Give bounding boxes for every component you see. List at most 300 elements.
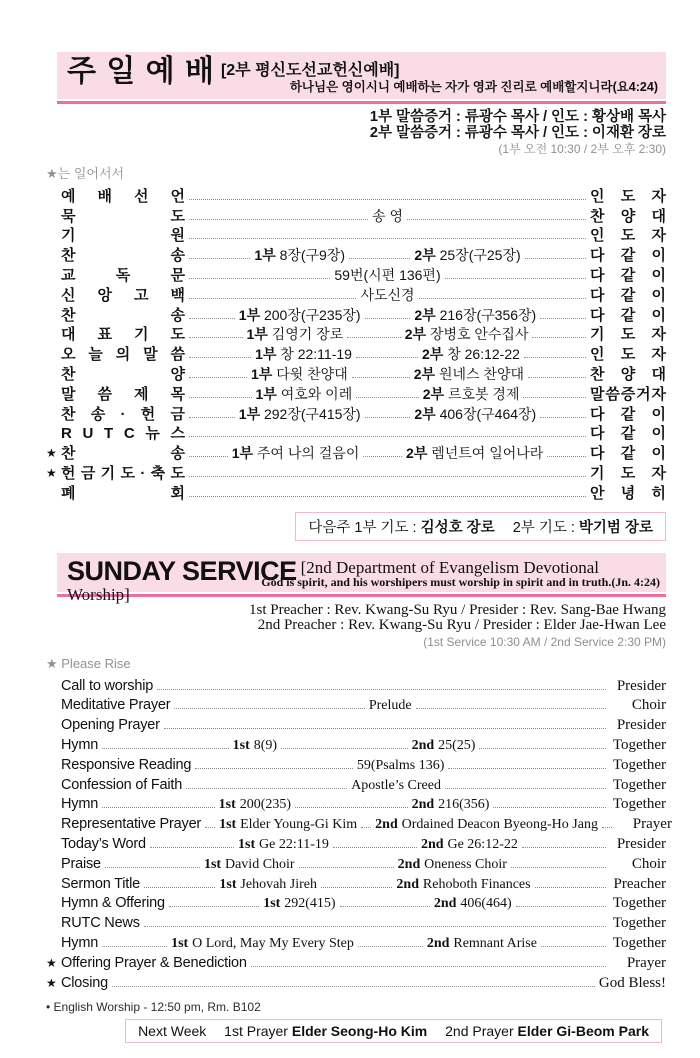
korean-rise-legend: ★는 일어서서 [46, 166, 125, 181]
english-preacher-line-2: 2nd Preacher : Rev. Kwang-Su Ryu / Presider : Elder Jae-Hwan Lee [257, 617, 666, 634]
next-week-first-prayer-name: 김성호 장로 [420, 519, 495, 536]
second-service-entry [423, 386, 520, 403]
dotted-leader [189, 456, 228, 457]
service-part-value: 292(415) [284, 896, 336, 912]
center-entry: 59(Psalms 136) [356, 757, 445, 773]
service-part-label: 1부 [238, 405, 261, 422]
dotted-leader [340, 906, 430, 907]
order-of-service-row [46, 185, 666, 205]
service-responder: Preacher [613, 875, 667, 892]
order-of-service-row [46, 714, 666, 734]
service-part-label: 2nd [411, 737, 435, 753]
service-responder: 인 도 자 [590, 187, 666, 205]
order-of-service-row [46, 205, 666, 225]
order-of-service-row [46, 734, 666, 754]
dotted-leader [295, 807, 408, 808]
service-part-label: 2부 [404, 326, 427, 343]
service-part-value: 장병호 안수집사 [429, 326, 529, 343]
first-service-entry [256, 386, 353, 403]
next-week-second-label: 2부 기도 : [512, 519, 575, 536]
service-item-name: 기 원 [61, 227, 185, 245]
korean-order-of-service [46, 185, 666, 502]
dotted-leader [525, 258, 586, 259]
order-of-service-row [46, 695, 666, 715]
dotted-leader [102, 946, 167, 947]
first-service-entry [254, 247, 345, 264]
korean-scripture-verse: 하나님은 영이시니 예배하는 자가 영과 진리로 예배할지니라(요4:24) [289, 80, 658, 94]
service-part-value: Jehovah Jireh [240, 876, 318, 892]
second-service-entry [414, 406, 536, 423]
service-part-label: 1부 [246, 326, 268, 343]
service-part-value: 다윗 찬양대 [276, 365, 348, 382]
second-service-entry [396, 875, 530, 893]
service-item-name: 찬 송 [61, 445, 185, 463]
service-item-name: Meditative Prayer [61, 697, 171, 714]
order-of-service-row [46, 343, 666, 363]
service-responder: 다 같 이 [590, 286, 667, 304]
service-part-value: 창 22:11-19 [280, 346, 352, 363]
center-entry: 송 영 [372, 207, 403, 224]
english-worship-footnote: • English Worship - 12:50 pm, Rm. B102 [46, 999, 261, 1014]
service-responder: 말 씀 증 거 자 [589, 385, 666, 403]
dotted-leader [358, 946, 423, 947]
service-part-value: 216(356) [438, 797, 490, 813]
korean-preacher-block [46, 110, 666, 156]
english-department-subtitle: [2nd Department of Evangelism Devotional Worship] [67, 557, 599, 604]
service-part-label: 1부 [238, 306, 261, 323]
pink-rule [57, 101, 666, 104]
dotted-leader [169, 906, 259, 907]
second-service-entry [427, 934, 537, 952]
service-item-name: 폐 회 [61, 484, 185, 502]
rise-star-icon: ★ [46, 446, 57, 461]
dotted-leader [522, 847, 606, 848]
dotted-leader [164, 728, 606, 729]
next-week-second-label: 2nd Prayer [445, 1022, 514, 1039]
dotted-leader [416, 708, 606, 709]
order-of-service-row [46, 264, 666, 284]
service-part-value: Remnant Arise [453, 935, 537, 951]
center-entry: Prelude [368, 698, 412, 714]
dotted-leader [174, 708, 364, 709]
service-part-label: 1부 [231, 445, 253, 462]
service-part-value: 8(9) [253, 737, 278, 753]
order-of-service-row [46, 774, 666, 794]
service-part-label: 1st [203, 856, 222, 872]
dotted-leader [532, 337, 586, 338]
service-responder: Choir [631, 855, 667, 872]
english-next-week-box [125, 1019, 662, 1043]
service-part-value: Ge 26:12-22 [447, 836, 518, 852]
second-service-entry [405, 326, 529, 343]
dotted-leader [102, 748, 229, 749]
next-week-label: Next Week [138, 1022, 207, 1039]
korean-header-band [57, 52, 666, 99]
service-item-name: Hymn [61, 934, 99, 951]
dotted-leader [347, 337, 401, 338]
dotted-leader [189, 238, 586, 239]
service-responder: Together [612, 736, 666, 753]
service-part-value: 렘넌트여 일어나라 [431, 445, 544, 462]
service-part-value: Rehoboth Finances [422, 876, 531, 892]
dotted-leader [251, 966, 606, 967]
dotted-leader [516, 906, 606, 907]
service-part-label: 2부 [414, 405, 436, 422]
service-part-label: 1부 [254, 247, 276, 264]
service-responder: Prayer [632, 816, 672, 833]
second-service-entry [421, 835, 518, 853]
service-part-value: 25(25) [438, 737, 476, 753]
bulletin-content [46, 0, 672, 1043]
dotted-leader [535, 887, 606, 888]
dotted-leader [150, 847, 234, 848]
service-part-value: Ordained Deacon Byeong-Ho Jang [401, 817, 598, 833]
second-service-entry [414, 247, 520, 264]
service-part-value: 원네스 찬양대 [438, 365, 524, 382]
dotted-leader [523, 397, 586, 398]
english-preacher-block [46, 603, 666, 649]
service-part-value: 406장(구464장) [439, 405, 537, 422]
service-responder: Together [612, 895, 666, 912]
second-service-entry [398, 855, 507, 873]
dotted-leader [445, 278, 586, 279]
service-item-name: RUTC News [61, 915, 140, 932]
order-of-service-row [46, 912, 666, 932]
dotted-leader [189, 496, 586, 497]
first-service-entry [219, 795, 291, 813]
next-week-label: 다음주 1부 기도 : [308, 519, 417, 536]
service-part-label: 1st [171, 935, 189, 951]
dotted-leader [189, 337, 243, 338]
service-responder: 찬 양 대 [590, 207, 667, 225]
service-part-label: 2nd [421, 836, 444, 852]
dotted-leader [321, 887, 392, 888]
center-entry: 59번(시편 136편) [334, 266, 441, 283]
dotted-leader [356, 357, 418, 358]
service-part-value: Oneness Choir [424, 856, 507, 872]
service-responder: 인 도 자 [590, 227, 666, 245]
pink-rule [57, 594, 666, 597]
first-service-entry [219, 875, 317, 893]
service-responder: 안 녕 히 [590, 484, 666, 502]
service-part-value: 25장(구25장) [439, 247, 521, 264]
order-of-service-row [46, 244, 666, 264]
dotted-leader [189, 357, 251, 358]
service-part-label: 2nd [411, 797, 435, 813]
service-responder: Together [612, 796, 666, 813]
service-part-value: 여호와 이레 [280, 385, 353, 402]
dotted-leader [361, 827, 371, 828]
service-item-name: 교 독 문 [61, 266, 185, 284]
service-responder: 다 같 이 [590, 405, 666, 423]
dotted-leader [356, 397, 419, 398]
service-item-name: 말 씀 제 목 [61, 385, 185, 403]
service-responder: 찬 양 대 [590, 365, 667, 383]
order-of-service-row [46, 462, 666, 482]
dotted-leader [189, 278, 330, 279]
dotted-leader [407, 219, 586, 220]
next-week-second-prayer-name: 박기범 장로 [578, 519, 653, 536]
service-part-value: David Choir [224, 856, 295, 872]
second-service-entry [414, 307, 536, 324]
order-of-service-row [46, 363, 666, 383]
service-part-value: 8장(구9장) [279, 247, 346, 264]
english-preacher-line-1: 1st Preacher : Rev. Kwang-Su Ryu / Presider : Rev. Sang-Bae Hwang [249, 601, 666, 618]
service-item-name: 예 배 선 언 [61, 187, 185, 205]
service-responder: Together [612, 776, 666, 793]
order-of-service-row [46, 794, 666, 814]
korean-next-week-box [295, 512, 666, 541]
service-item-name: Hymn [61, 736, 99, 753]
first-service-entry [204, 855, 295, 873]
dotted-leader [479, 748, 606, 749]
order-of-service-row [46, 403, 666, 423]
second-service-entry [375, 815, 598, 833]
order-of-service-row [46, 304, 666, 324]
dotted-leader [189, 258, 250, 259]
service-item-name: Closing [61, 974, 108, 991]
dotted-leader [205, 827, 215, 828]
dotted-leader [189, 219, 368, 220]
order-of-service-row [46, 754, 666, 774]
english-order-of-service [46, 675, 672, 992]
service-part-label: 2부 [414, 306, 436, 323]
next-week-second-prayer-name: Elder Gi-Beom Park [517, 1022, 649, 1039]
service-part-label: 1부 [255, 346, 277, 363]
service-part-label: 2부 [406, 445, 428, 462]
service-part-label: 2nd [396, 876, 419, 892]
dotted-leader [189, 377, 247, 378]
service-part-value: 406(464) [460, 896, 512, 912]
service-item-name: Sermon Title [61, 875, 140, 892]
first-service-entry [239, 406, 361, 423]
korean-service-times: (1부 오전 10:30 / 2부 오후 2:30) [498, 142, 666, 156]
service-part-value: 216장(구356장) [439, 306, 537, 323]
second-service-entry [434, 894, 512, 912]
order-of-service-row [46, 225, 666, 245]
first-service-entry [219, 815, 357, 833]
service-part-label: 2nd [375, 817, 398, 833]
dotted-leader [511, 867, 606, 868]
dotted-leader [419, 298, 586, 299]
dotted-leader [281, 748, 408, 749]
first-service-entry [251, 366, 348, 383]
order-of-service-row [46, 833, 666, 853]
english-header-band [57, 553, 666, 604]
dotted-leader [105, 867, 200, 868]
service-responder: God Bless! [598, 974, 666, 991]
next-week-first-label: 1st Prayer [224, 1022, 288, 1039]
service-part-label: 2nd [397, 856, 421, 872]
service-item-name: Hymn & Offering [61, 895, 165, 912]
dotted-leader [186, 788, 347, 789]
order-of-service-row [46, 482, 666, 502]
rise-star-icon: ★ [46, 955, 57, 970]
service-part-value: O Lord, May My Every Step [192, 935, 354, 951]
dotted-leader [602, 827, 612, 828]
order-of-service-row [46, 324, 666, 344]
dotted-leader [349, 258, 410, 259]
service-item-name: Today’s Word [61, 835, 146, 852]
service-responder: Together [612, 934, 666, 951]
service-item-name: 찬 송 [61, 247, 185, 265]
service-part-value: 김영기 장로 [271, 326, 344, 343]
dotted-leader [445, 788, 606, 789]
dotted-leader [112, 986, 595, 987]
center-entry: Apostle’s Creed [351, 777, 441, 793]
dotted-leader [540, 318, 586, 319]
dotted-leader [528, 377, 586, 378]
second-service-entry [414, 366, 524, 383]
service-item-name: 찬 양 [61, 365, 185, 383]
service-part-label: 2부 [422, 346, 444, 363]
service-part-label: 1st [263, 896, 281, 912]
service-part-value: Elder Young-Gi Kim [240, 817, 358, 833]
first-service-entry [171, 934, 354, 952]
service-responder: 인 도 자 [589, 346, 666, 364]
first-service-entry [255, 346, 352, 363]
english-rise-legend: ★ Please Rise [46, 655, 131, 671]
korean-service-title: 주 일 예 배 [67, 55, 215, 88]
service-part-label: 1st [238, 836, 256, 852]
rise-star-icon: ★ [46, 975, 57, 990]
english-scripture-verse: God is spirit, and his worshipers must worship in spirit and in truth.(Jn. 4:24) [261, 574, 660, 589]
order-of-service-row [46, 893, 666, 913]
service-part-value: 200(235) [239, 797, 292, 813]
service-responder: 다 같 이 [590, 306, 666, 324]
english-service-times: (1st Service 10:30 AM / 2nd Service 2:30 PM) [423, 634, 666, 649]
order-of-service-row [46, 813, 672, 833]
service-responder: Together [612, 756, 666, 773]
first-service-entry [233, 736, 277, 754]
service-part-label: 2nd [426, 935, 450, 951]
service-part-label: 2부 [414, 247, 436, 264]
dotted-leader [144, 926, 606, 927]
service-responder: 다 같 이 [590, 445, 667, 463]
service-part-label: 1부 [251, 365, 273, 382]
dotted-leader [189, 436, 586, 437]
service-item-name: Praise [61, 855, 101, 872]
service-responder: Presider [616, 717, 666, 734]
order-of-service-row [46, 383, 666, 403]
service-part-label: 1st [218, 797, 236, 813]
first-service-entry [239, 307, 361, 324]
next-week-first-prayer-name: Elder Seong-Ho Kim [291, 1022, 428, 1039]
order-of-service-row [46, 442, 666, 462]
second-service-entry [412, 736, 476, 754]
service-item-name: Confession of Faith [61, 776, 183, 793]
first-service-entry [232, 445, 360, 462]
service-responder: 다 같 이 [590, 247, 666, 265]
service-part-value: 200장(구235장) [263, 306, 361, 323]
second-service-entry [406, 445, 543, 462]
korean-preacher-line-2: 2부 말씀증거 : 류광수 목사 / 인도 : 이재환 장로 [369, 124, 666, 141]
service-item-name: 대 표 기 도 [61, 326, 185, 344]
dotted-leader [448, 768, 606, 769]
dotted-leader [299, 867, 394, 868]
dotted-leader [540, 417, 586, 418]
first-service-entry [263, 894, 335, 912]
service-responder: Presider [616, 835, 666, 852]
service-item-name: 찬 송 · 헌 금 [61, 405, 185, 423]
service-responder: 다 같 이 [590, 425, 666, 443]
order-of-service-row [46, 853, 666, 873]
dotted-leader [189, 199, 586, 200]
korean-preacher-line-1: 1부 말씀증거 : 류광수 목사 / 인도 : 황상배 목사 [369, 109, 666, 125]
service-item-name: R U T C 뉴 스 [61, 425, 185, 443]
service-responder: Choir [631, 697, 666, 714]
service-item-name: 헌 금 기 도 · 축 도 [61, 464, 185, 482]
dotted-leader [189, 298, 356, 299]
service-responder: Prayer [626, 954, 666, 971]
second-service-entry [412, 795, 490, 813]
order-of-service-row [46, 972, 666, 992]
dotted-leader [524, 357, 586, 358]
order-of-service-row [46, 873, 666, 893]
dotted-leader [189, 397, 252, 398]
korean-service-section [46, 52, 666, 541]
dotted-leader [189, 417, 235, 418]
service-responder: Presider [616, 677, 666, 694]
dotted-leader [157, 689, 606, 690]
english-service-section [46, 553, 672, 1043]
service-item-name: 찬 송 [61, 306, 185, 324]
service-item-name: Responsive Reading [61, 756, 192, 773]
service-item-name: Offering Prayer & Benediction [61, 954, 247, 971]
first-service-entry [238, 835, 329, 853]
dotted-leader [189, 318, 235, 319]
center-entry: 사도신경 [360, 286, 415, 303]
service-responder: 기 도 자 [590, 464, 666, 482]
service-part-label: 2부 [422, 385, 445, 402]
service-part-value: Ge 22:11-19 [259, 836, 329, 852]
service-responder: Together [612, 915, 666, 932]
dotted-leader [189, 476, 586, 477]
service-item-name: Call to worship [61, 677, 154, 694]
dotted-leader [547, 456, 586, 457]
dotted-leader [144, 887, 215, 888]
dotted-leader [333, 847, 417, 848]
rise-star-icon: ★ [46, 465, 57, 480]
service-part-value: 주여 나의 걸음이 [256, 445, 360, 462]
order-of-service-row [46, 284, 666, 304]
first-service-entry [247, 326, 344, 343]
korean-department-subtitle: [2부 평신도선교헌신예배] [220, 62, 400, 79]
dotted-leader [365, 318, 411, 319]
service-part-value: 르호봇 경제 [447, 385, 520, 402]
service-part-label: 2부 [413, 365, 436, 382]
service-item-name: 신 앙 고 백 [61, 286, 185, 304]
order-of-service-row [46, 423, 666, 443]
dotted-leader [102, 807, 215, 808]
order-of-service-row [46, 932, 666, 952]
service-item-name: Opening Prayer [61, 717, 160, 734]
service-part-label: 1st [232, 737, 250, 753]
service-item-name: 오 늘 의 말 씀 [61, 346, 185, 364]
dotted-leader [352, 377, 410, 378]
service-part-value: 292장(구415장) [263, 405, 361, 422]
service-part-label: 1부 [255, 385, 277, 402]
service-item-name: Hymn [61, 796, 99, 813]
service-responder: 다 같 이 [590, 266, 666, 284]
dotted-leader [365, 417, 411, 418]
service-part-label: 2nd [433, 896, 457, 912]
service-part-label: 1st [219, 876, 237, 892]
order-of-service-row [46, 675, 666, 695]
dotted-leader [195, 768, 353, 769]
service-part-label: 1st [219, 817, 237, 833]
english-service-title: SUNDAY SERVICE [67, 555, 297, 586]
